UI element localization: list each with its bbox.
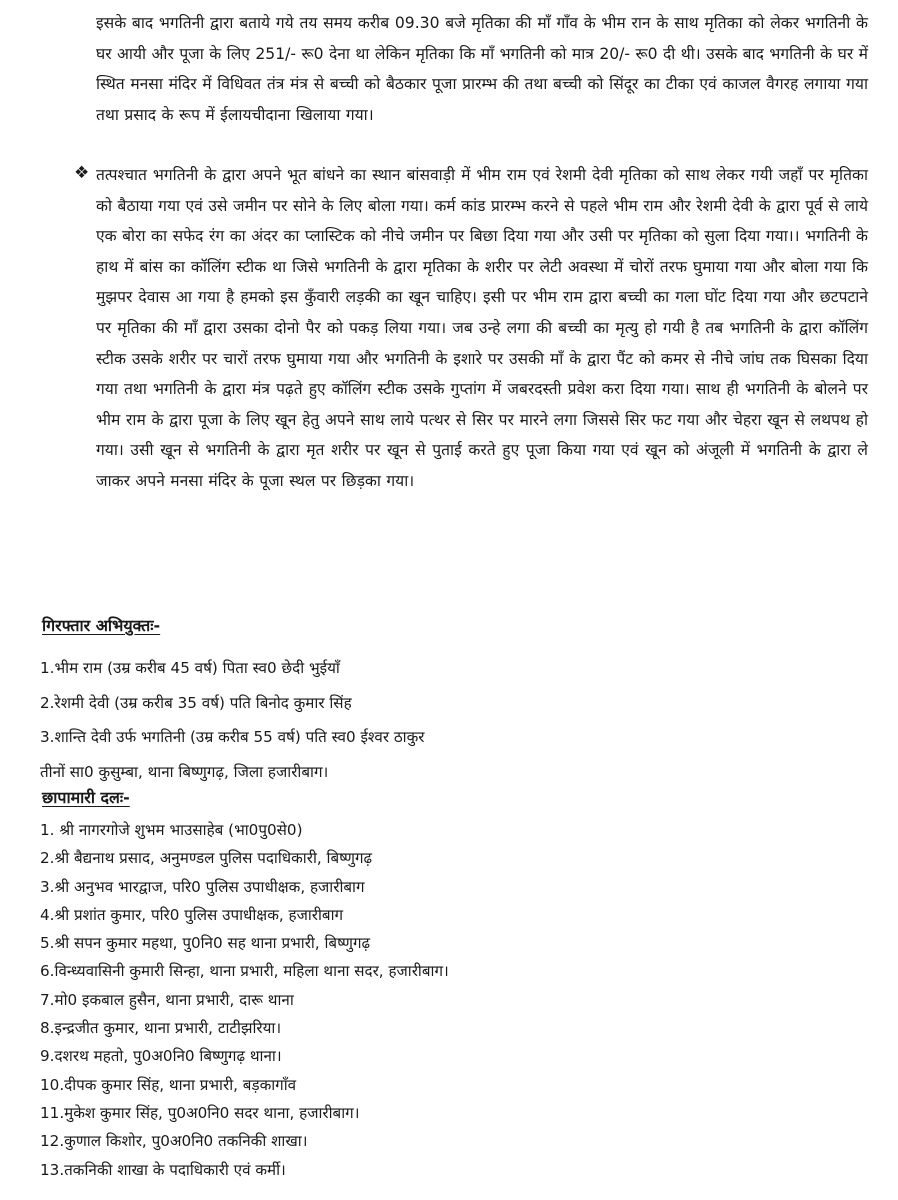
list-item: 1. श्री नागरगोजे शुभम भाउसाहेब (भा0पु0से0) <box>40 821 303 839</box>
list-item: 13.तकनिकी शाखा के पदाधिकारी एवं कर्मी। <box>40 1160 286 1179</box>
narrative-paragraph-1: इसके बाद भगतिनी द्वारा बताये गये तय समय करीब 09.30 बजे मृतिका की माँ गाँव के भीम रान के साथ मृतिका को लेकर भगतिनी के घर आयी और पूजा के लिए 251/- रू0 देना था लेकिन मृतिका कि माँ भगतिनी को मात्र 20/- रू0 दी थी। उसके बाद भगतिनी के घर में स्थित मनसा मंदिर में विधिवत तंत्र मंत्र से बच्ची को बैठकार पूजा प्रारम्भ की तथा बच्ची को सिंदूर का टीका एवं काजल वैगरह लगाया गया तथा प्रसाद के रूप में ईलायचीदाना खिलाया गया। <box>96 14 868 124</box>
list-item: 4.श्री प्रशांत कुमार, परि0 पुलिस उपाधीक्षक, हजारीबाग <box>40 905 344 924</box>
raid-team-heading: छापामारी दलः- <box>42 788 130 807</box>
list-item: तीनों सा0 कुसुम्बा, थाना बिष्णुगढ़, जिला हजारीबाग। <box>40 762 329 781</box>
list-item: 10.दीपक कुमार सिंह, थाना प्रभारी, बड़कागाँव <box>40 1075 297 1094</box>
list-item: 3.शान्ति देवी उर्फ भगतिनी (उम्र करीब 55 वर्ष) पति स्व0 ईश्वर ठाकुर <box>40 728 425 747</box>
list-item: 5.श्री सपन कुमार महथा, पु0नि0 सह थाना प्रभारी, बिष्णुगढ़ <box>40 934 371 953</box>
raid-team-list <box>40 816 449 1184</box>
narrative-paragraph-2: तत्पश्चात भगतिनी के द्वारा अपने भूत बांधने का स्थान बांसवाड़ी में भीम राम एवं रेशमी देवी मृतिका को साथ लेकर गयी जहाँ पर मृतिका को बैठाया गया एवं उसे जमीन पर सोने के लिए बोला गया। कर्म कांड प्रारम्भ करने से पहले भीम राम और रेशमी देवी के द्वारा पूर्व से लाये एक बोरा का सफेद रंग का अंदर का प्लास्टिक को नीचे जमीन पर बिछा दिया गया और उसी पर मृतिका को सुला दिया गया।। भगतिनी के हाथ में बांस का कॉलिंग स्टीक था जिसे भगतिनी के द्वारा मृतिका के शरीर पर लेटी अवस्था में चोरों तरफ घुमाया गया और बोला गया कि मुझपर देवास आ गया है हमको इस कुँवारी लड़की का खून चाहिए। इसी पर भीम राम द्वारा बच्ची का गला घोंट दिया गया और छटपटाने पर मृतिका की माँ द्वारा उसका दोनो पैर को पकड़ लिया गया। जब उन्हे लगा की बच्ची का मृत्यु हो गयी है तब भगतिनी के द्वारा कॉलिंग स्टीक उसके शरीर पर चारों तरफ घुमाया गया और भगतिनी के इशारे पर उसकी माँ के द्वारा पैंट को कमर से नीचे जांघ तक घिसका दिया गया तथा भगतिनी के द्वारा मंत्र पढ़ते हुए कॉलिंग स्टीक उसके गुप्तांग में जबरदस्ती प्रवेश करा दिया गया। साथ ही भगतिनी के बोलने पर भीम राम के द्वारा पूजा के लिए खून हेतु अपने साथ लाये पत्थर से सिर पर मारने लगा जिससे सिर फट गया और चेहरा खून से लथपथ हो गया। उसी खून से भगतिनी के द्वारा मृत शरीर पर खून से पुताई करते हुए पूजा किया गया एवं खून को अंजूली में भगतिनी के द्वारा ले जाकर अपने मनसा मंदिर के पूजा स्थल पर छिड़का गया। <box>96 166 868 490</box>
arrested-accused-heading: गिरफ्तार अभियुक्तः- <box>42 616 161 635</box>
list-item: 11.मुकेश कुमार सिंह, पु0अ0नि0 सदर थाना, हजारीबाग। <box>40 1103 360 1122</box>
list-item: 12.कुणाल किशोर, पु0अ0नि0 तकनिकी शाखा। <box>40 1132 308 1151</box>
arrested-accused-list <box>40 651 425 789</box>
list-item: 1.भीम राम (उम्र करीब 45 वर्ष) पिता स्व0 छेदी भुईयाँ <box>40 659 340 677</box>
list-item: 8.इन्द्रजीत कुमार, थाना प्रभारी, टाटीझरिया। <box>40 1019 282 1038</box>
list-item: 3.श्री अनुभव भारद्वाज, परि0 पुलिस उपाधीक्षक, हजारीबाग <box>40 877 365 896</box>
list-item: 6.विन्ध्यवासिनी कुमारी सिन्हा, थाना प्रभारी, महिला थाना सदर, हजारीबाग। <box>40 962 449 981</box>
diamond-bullet-icon: ❖ <box>74 163 90 183</box>
list-item: 2.श्री बैद्यनाथ प्रसाद, अनुमण्डल पुलिस पदाधिकारी, बिष्णुगढ़ <box>40 849 373 868</box>
list-item: 9.दशरथ महतो, पु0अ0नि0 बिष्णुगढ़ थाना। <box>40 1047 282 1066</box>
list-item: 7.मो0 इकबाल हुसैन, थाना प्रभारी, दारू थाना <box>40 990 294 1009</box>
list-item: 2.रेशमी देवी (उम्र करीब 35 वर्ष) पति बिनोद कुमार सिंह <box>40 693 352 712</box>
